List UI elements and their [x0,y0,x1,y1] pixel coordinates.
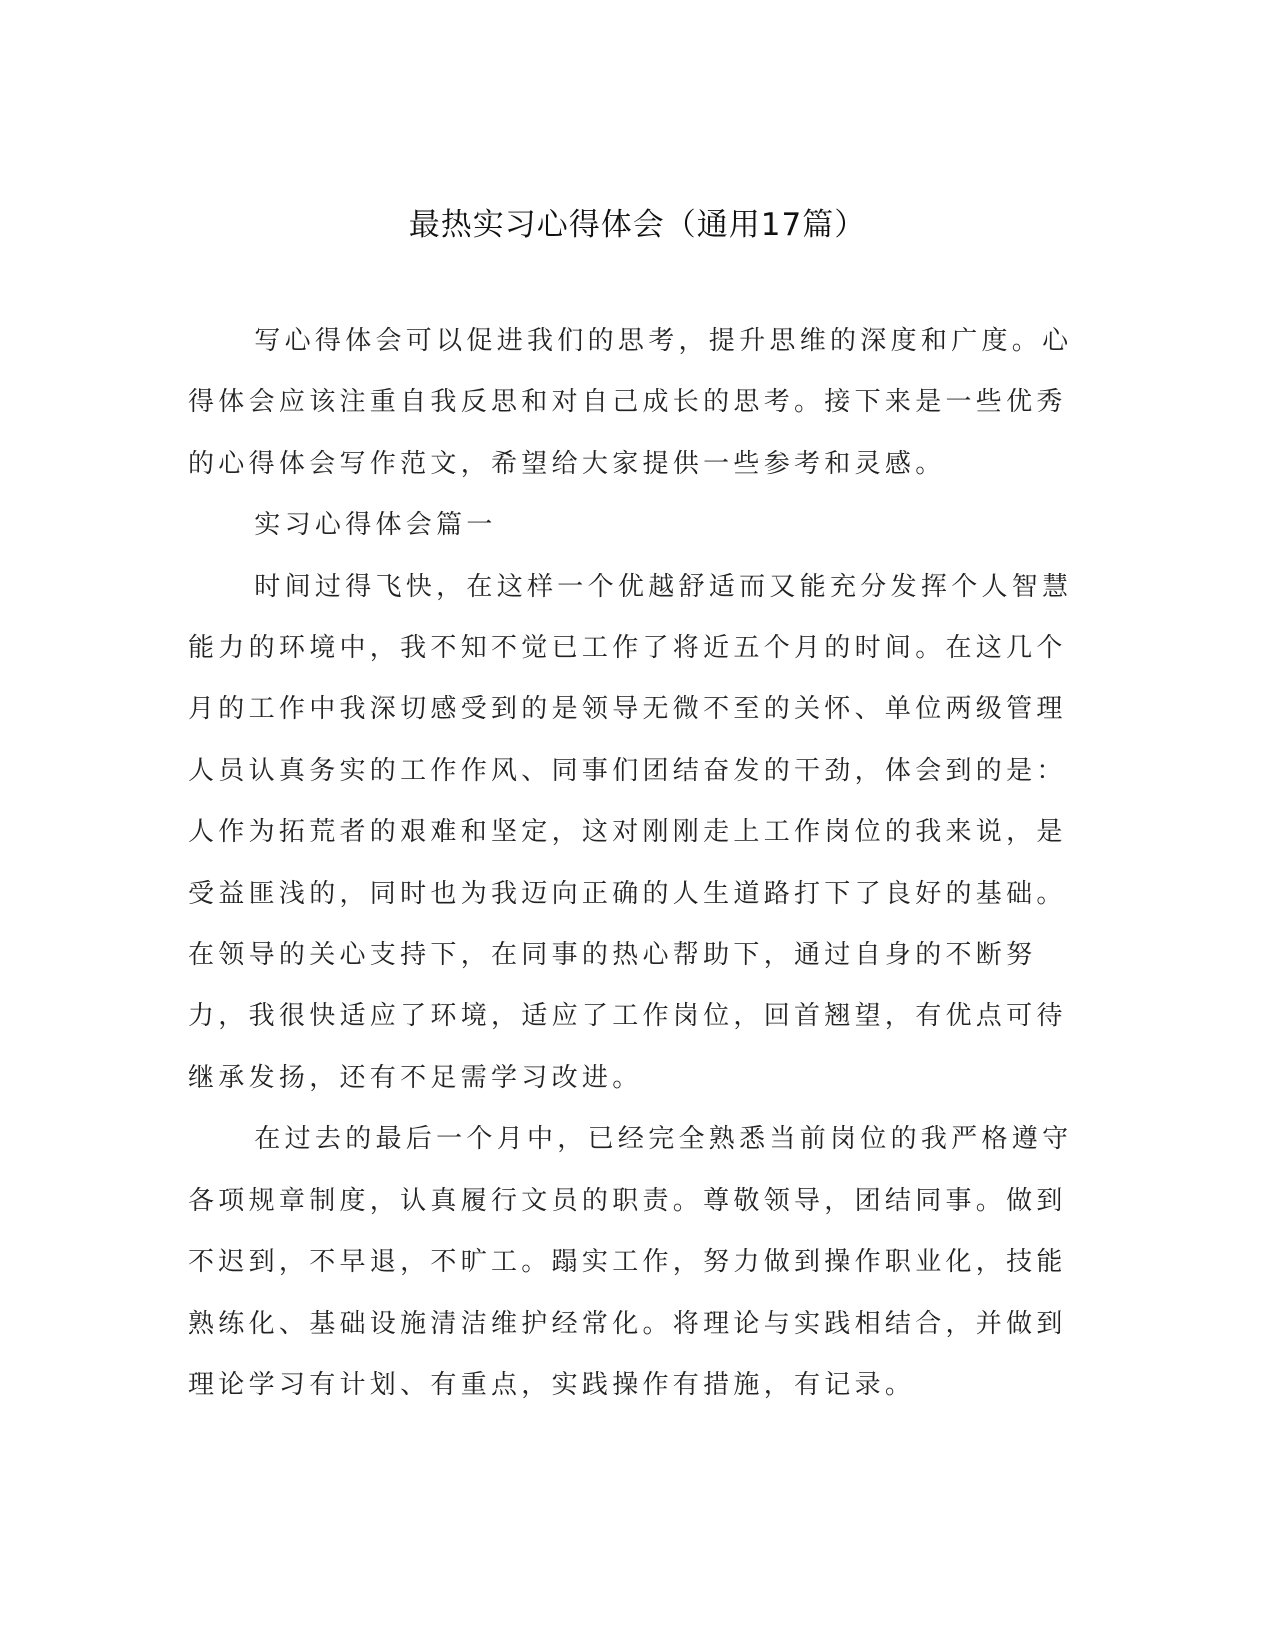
document-body [188,311,1088,1416]
document-title: 最热实习心得体会（通用17篇） [408,207,867,243]
body-paragraph: 时间过得飞快，在这样一个优越舒适而又能充分发挥个人智慧能力的环境中，我不知不觉已工作了将近五个月的时间。在这几个月的工作中我深切感受到的是领导无微不至的关怀、单位两级管理人员认真务实的工作作风、同事们团结奋发的干劲，体会到的是：人作为拓荒者的艰难和坚定，这对刚刚走上工作岗位的我来说，是受益匪浅的，同时也为我迈向正确的人生道路打下了良好的基础。在领导的关心支持下，在同事的热心帮助下，通过自身的不断努力，我很快适应了环境，适应了工作岗位，回首翘望，有优点可待继承发扬，还有不足需学习改进。 [188,571,1073,1093]
section-heading: 实习心得体会篇一 [254,510,497,541]
intro-paragraph: 写心得体会可以促进我们的思考，提升思维的深度和广度。心得体会应该注重自我反思和对自己成长的思考。接下来是一些优秀的心得体会写作范文，希望给大家提供一些参考和灵感。 [188,326,1073,479]
body-paragraph: 在过去的最后一个月中，已经完全熟悉当前岗位的我严格遵守各项规章制度，认真履行文员的职责。尊敬领导，团结同事。做到不迟到，不早退，不旷工。蹋实工作，努力做到操作职业化，技能熟练化、基础设施清洁维护经常化。将理论与实践相结合，并做到理论学习有计划、有重点，实践操作有措施，有记录。 [188,1124,1073,1400]
